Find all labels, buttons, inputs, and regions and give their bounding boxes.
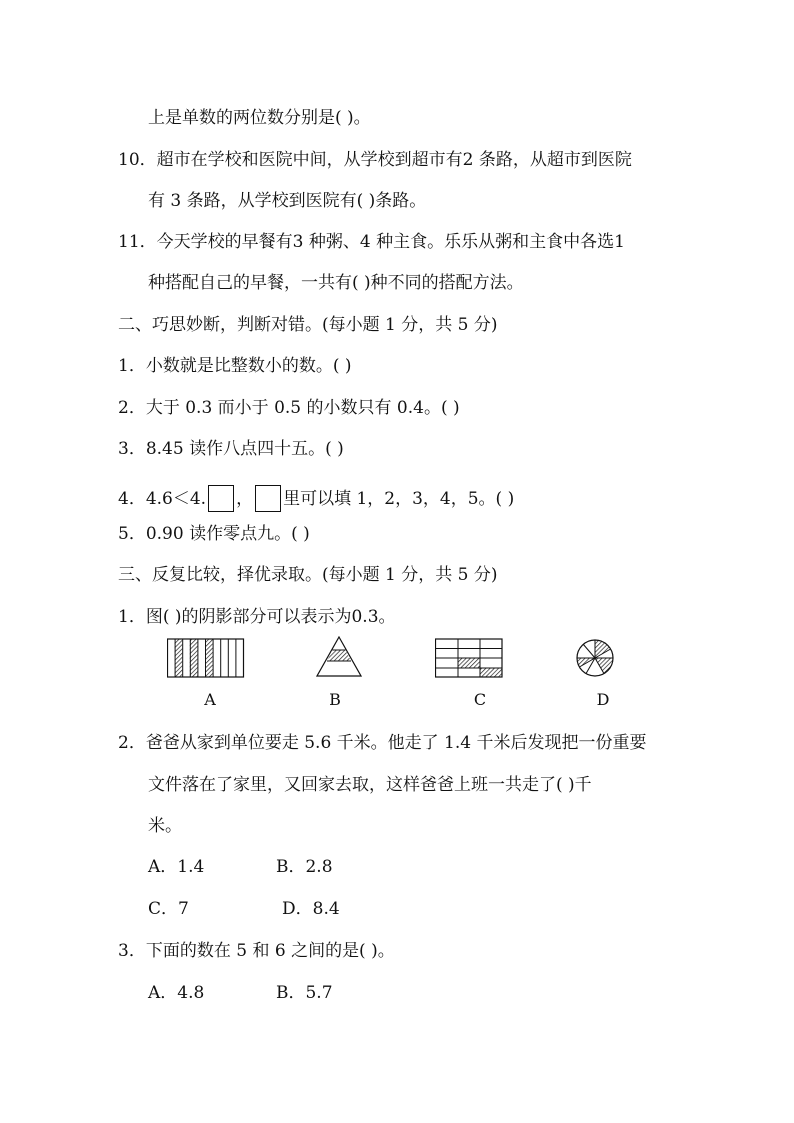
figure-d-circle [575, 638, 615, 678]
blank-box-2 [255, 485, 281, 512]
figure-a-strips [167, 638, 245, 678]
section-3-heading: 三、反复比较，择优录取。(每小题 1 分，共 5 分) [118, 565, 498, 585]
judge-4-comma: ， [236, 489, 254, 509]
judge-3: 3．8.45 读作八点四十五。( ) [118, 439, 344, 459]
question-11-line2: 种搭配自己的早餐，一共有( )种不同的搭配方法。 [148, 273, 524, 293]
choice-2-option-b: B．2.8 [276, 857, 333, 877]
choice-2-line1: 2．爸爸从家到单位要走 5.6 千米。他走了 1.4 千米后发现把一份重要 [118, 733, 647, 753]
choice-2-option-d: D．8.4 [282, 899, 340, 919]
figure-label-d: D [596, 690, 610, 709]
choice-2-line2: 文件落在了家里，又回家去取，这样爸爸上班一共走了( )千 [148, 775, 592, 795]
figure-label-b: B [329, 690, 341, 709]
choice-2-option-c: C．7 [148, 899, 189, 919]
question-11-line1: 11．今天学校的早餐有3 种粥、4 种主食。乐乐从粥和主食中各选1 [118, 232, 625, 252]
choice-2-line3: 米。 [148, 816, 182, 836]
judge-1: 1．小数就是比整数小的数。( ) [118, 356, 352, 376]
figure-b-triangle [316, 636, 362, 678]
section-2-heading: 二、巧思妙断，判断对错。(每小题 1 分，共 5 分) [118, 315, 498, 335]
choice-3-option-b: B．5.7 [276, 983, 333, 1003]
judge-4-part2: 里可以填 1，2，3，4，5。( ) [283, 489, 515, 509]
blank-box-1 [208, 485, 234, 512]
choice-3: 3．下面的数在 5 和 6 之间的是( )。 [118, 941, 395, 961]
judge-4 [118, 485, 514, 512]
judge-2: 2．大于 0.3 而小于 0.5 的小数只有 0.4。( ) [118, 398, 460, 418]
judge-4-part1: 4．4.6＜4. [118, 489, 207, 509]
line-q9-continuation: 上是单数的两位数分别是( )。 [148, 108, 371, 128]
choice-1: 1．图( )的阴影部分可以表示为0.3。 [118, 607, 396, 627]
figure-label-a: A [204, 690, 216, 709]
choice-3-option-a: A．4.8 [148, 983, 205, 1003]
choice-2-option-a: A．1.4 [148, 857, 205, 877]
judge-5: 5．0.90 读作零点九。( ) [118, 524, 310, 544]
question-10-line2: 有 3 条路，从学校到医院有( )条路。 [148, 191, 427, 211]
figure-label-c: C [473, 690, 487, 709]
figure-c-grid [435, 638, 503, 678]
question-10-line1: 10．超市在学校和医院中间，从学校到超市有2 条路，从超市到医院 [118, 150, 632, 170]
